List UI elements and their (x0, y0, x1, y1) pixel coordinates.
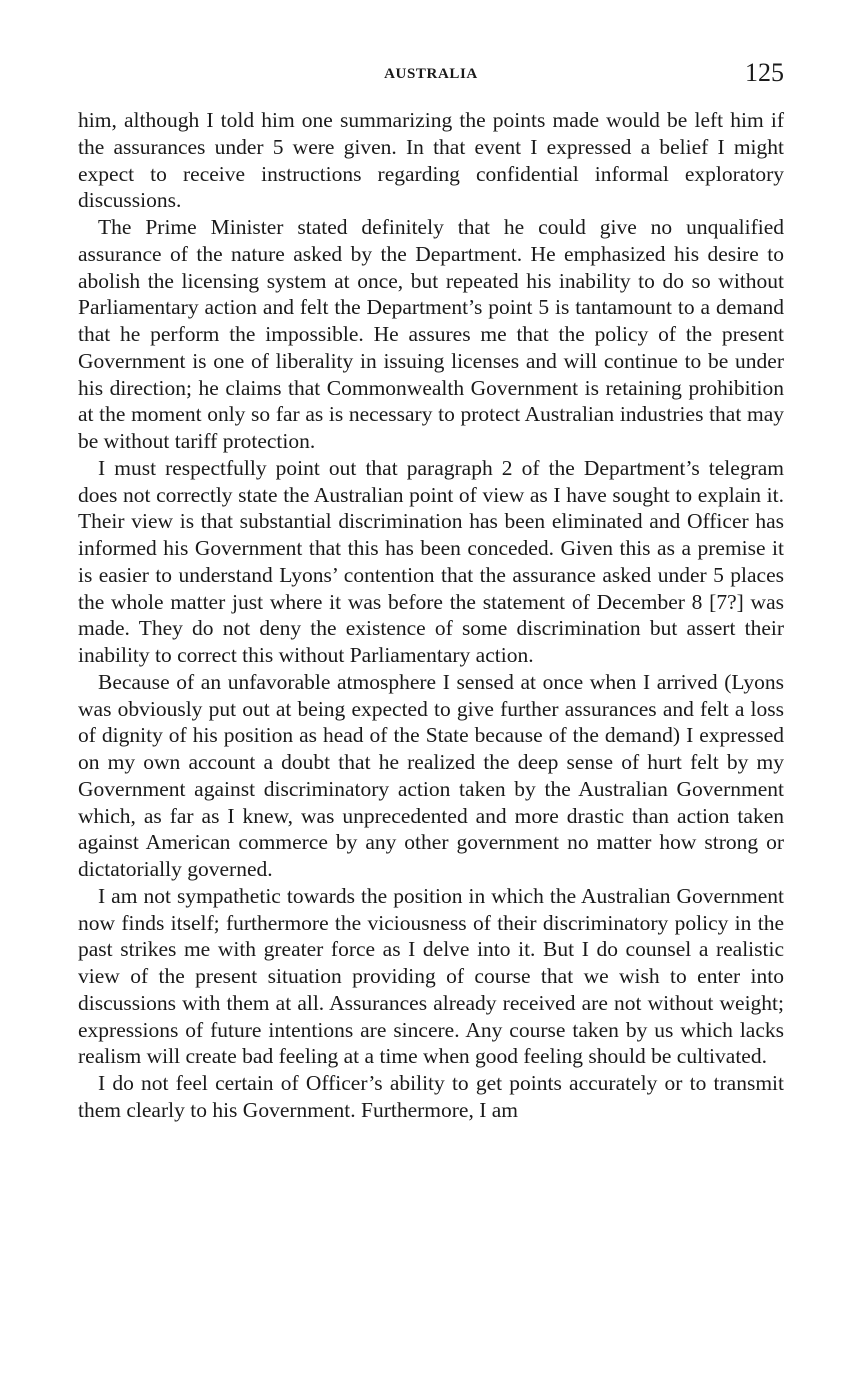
paragraph-sympathy: I am not sympathetic towards the position in which the Australian Government now finds itself; furthermore the viciousness of their discriminatory policy in the past strikes me with greater force as I delve into it. But I do counsel a realistic view of the present situation providing of course that we wish to enter into discussions with them at all. Assurances already received are not without weight; expressions of future intentions are sincere. Any course taken by us which lacks realism will create bad feeling at a time when good feeling should be cultivated. (78, 883, 784, 1069)
paragraph-continuation: him, although I told him one summarizing the points made would be left him if the assurances under 5 were given. In that event I expressed a belief I might expect to receive instructions regarding confidential informal exploratory discussions. (78, 108, 784, 213)
paragraph-atmosphere: Because of an unfavorable atmosphere I sensed at once when I arrived (Lyons was obviously put out at being expected to give further assurances and felt a loss of dignity of his position as head of the State because of the demand) I expressed on my own account a doubt that he realized the deep sense of hurt felt by my Government against discriminatory action taken by the Australian Government which, as far as I knew, was unprecedented and more drastic than action taken against American commerce by any other government no matter how strong or dictatorially governed. (78, 669, 784, 881)
page-number: 125 (745, 58, 784, 87)
paragraph-department-telegram: I must respectfully point out that paragraph 2 of the Department’s telegram does not correctly state the Australian point of view as I have sought to explain it. Their view is that substantial discrimination has been eliminated and Officer has informed his Government that this has been conceded. Given this as a premise it is easier to understand Lyons’ contention that the assurance asked under 5 places the whole matter just where it was before the statement of December 8 [7?] was made. They do not deny the existence of some discrimination but assert their inability to correct this without Parliamentary action. (78, 455, 784, 667)
page-header (78, 58, 784, 92)
body-text (78, 107, 784, 1124)
running-head: AUSTRALIA (384, 66, 478, 82)
paragraph-officer: I do not feel certain of Officer’s ability to get points accurately or to transmit them clearly to his Government. Furthermore, I am (78, 1071, 784, 1122)
paragraph-prime-minister: The Prime Minister stated definitely that he could give no unqualified assurance of the nature asked by the Department. He emphasized his desire to abolish the licensing system at once, but repeated his inability to do so without Parliamentary action and felt the Department’s point 5 is tantamount to a demand that he perform the impossible. He assures me that the policy of the present Government is one of liberality in issuing licenses and will continue to be under his direction; he claims that Commonwealth Government is retaining prohibition at the moment only so far as is necessary to protect Australian industries that may be without tariff protection. (78, 215, 784, 453)
